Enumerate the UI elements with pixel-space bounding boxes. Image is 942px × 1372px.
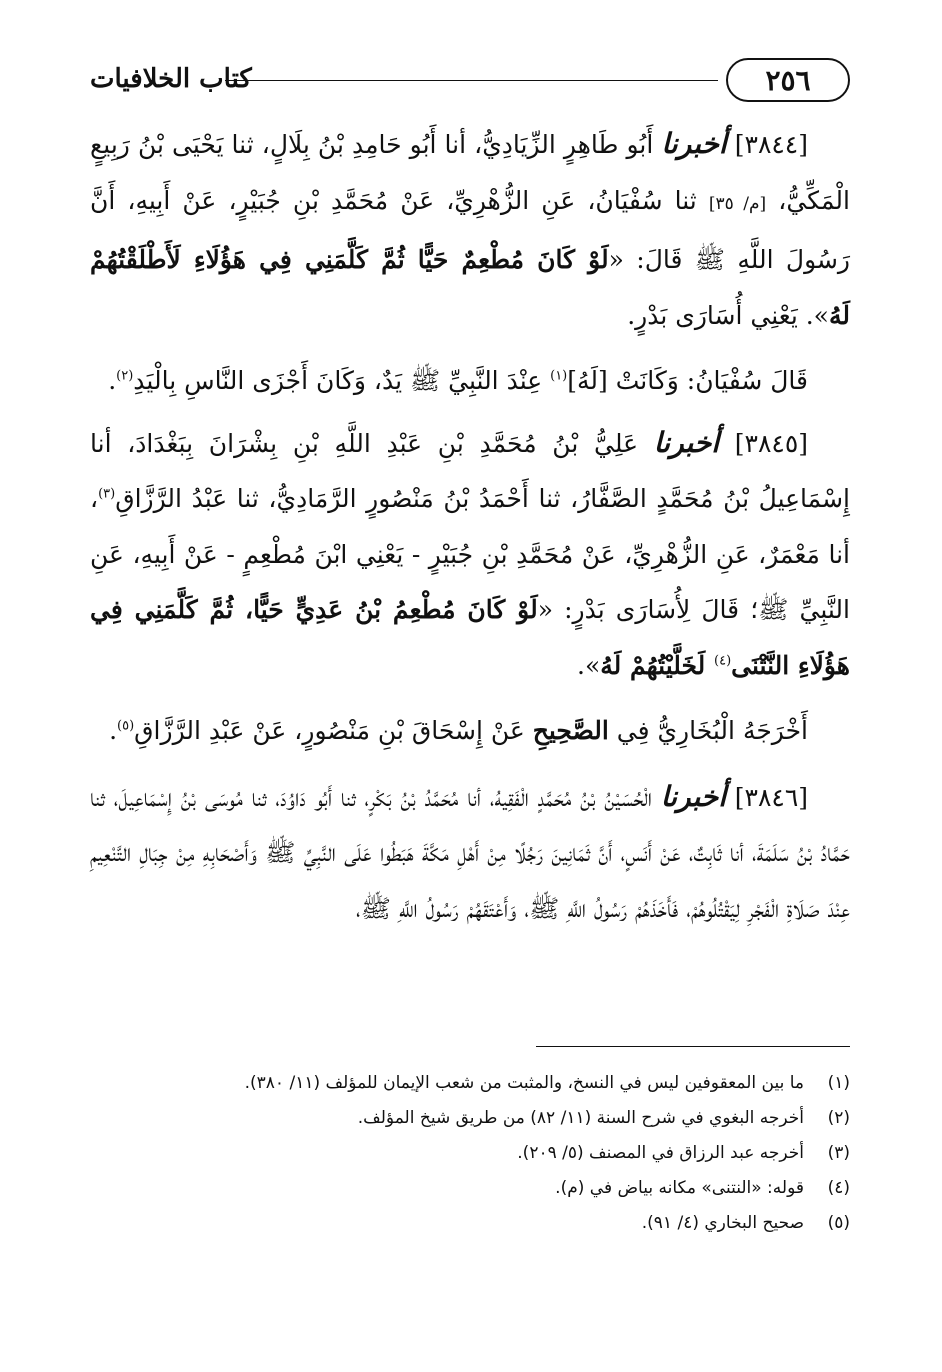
page-number: ٢٥٦ xyxy=(726,58,850,102)
footnote-item xyxy=(90,1206,850,1241)
footnote-ref: (٥) xyxy=(117,718,135,734)
text-segment: أَخْرَجَهُ الْبُخَارِيُّ فِي xyxy=(608,716,808,745)
paragraph-hadith-3845 xyxy=(90,415,850,694)
footnote-ref: (٢) xyxy=(116,368,134,384)
akhbarana-keyword: أخبرنا xyxy=(661,127,727,160)
text-segment: . xyxy=(108,366,117,395)
footnote-text: أخرجه عبد الرزاق في المصنف (٥/ ٢٠٩). xyxy=(517,1143,804,1163)
footnote-item xyxy=(90,1101,850,1136)
footnote-item xyxy=(90,1136,850,1171)
text-segment: الْحُسَيْنُ بْنُ مُحَمَّدٍ الْفَقِيهُ، أنا مُحَمَّدُ بْنُ بَكْرٍ، ثنا أَبُو دَاوُدَ، ثنا مُوسَى بْنُ إِسْمَاعِيلَ، ثنا حَمَّادُ بْنُ سَلَمَةَ، أنا ثَابِتٌ، عَنْ أَنَسٍ، أَنَّ ثَمَانِينَ رَجُلًا مِنْ أَهْلِ مَكَّةَ هَبَطُوا عَلَى النَّبِيِّ ﷺ وَأَصْحَابِهِ مِنْ جِبَالِ التَّنْعِيمِ عِنْدَ صَلَاةِ الْفَجْرِ لِيَقْتُلُوهُمْ، فَأَخَذَهُمْ رَسُولُ اللَّهِ ﷺ، وَأَعْتَقَهُمْ رَسُولُ اللَّهِ ﷺ، xyxy=(90,782,850,923)
footnote-separator xyxy=(536,1046,850,1047)
footnote-text: قوله: «النتنى» مكانه بياض في (م). xyxy=(555,1178,804,1198)
book-name: الصَّحِيحِ xyxy=(532,716,609,745)
text-segment: . xyxy=(109,716,118,745)
hadith-text: لَوْ كَانَ مُطْعِمُ بْنُ عَدِيٍّ حَيًّا، ثُمَّ كَلَّمَنِي فِي هَؤُلَاءِ النَّتْنَى xyxy=(90,595,850,680)
text-segment: [٣٨٤٤] xyxy=(726,130,808,159)
text-segment: ، أنا مَعْمَرٌ، عَنِ الزُّهْرِيِّ، عَنْ مُحَمَّدِ بْنِ جُبَيْرٍ - يَعْنِي ابْنَ مُطْعِمٍ - عَنْ أَبِيهِ، عَنِ النَّبِيِّ ﷺ؛ قَالَ لِأُسَارَى بَدْرٍ: « xyxy=(90,484,850,624)
footnote-text: أخرجه البغوي في شرح السنة (١١/ ٨٢) من طريق شيخ المؤلف. xyxy=(357,1108,804,1128)
book-title: كتاب الخلافيات xyxy=(90,64,252,94)
text-segment: ثنا سُفْيَانُ، عَنِ الزُّهْرِيِّ، عَنْ مُحَمَّدِ بْنِ جُبَيْرٍ، عَنْ أَبِيهِ، أَنَّ رَسُولَ اللَّهِ ﷺ قَالَ: « xyxy=(90,185,851,274)
footnote-ref: (١) xyxy=(550,368,568,384)
akhbarana-keyword: أخبرنا xyxy=(653,425,720,459)
footnote-number: (٥) xyxy=(827,1213,850,1233)
text-segment: قَالَ سُفْيَانُ: وَكَانَتْ [لَهُ] xyxy=(567,366,808,395)
footnote-number: (٢) xyxy=(827,1108,850,1128)
footnote-ref: (٤) xyxy=(714,653,732,669)
text-segment: [٣٨٤٥] xyxy=(719,428,809,458)
footnotes xyxy=(90,1066,850,1241)
footnote-text: صحيح البخاري (٤/ ٩١). xyxy=(641,1213,804,1233)
footnote-number: (٣) xyxy=(827,1143,850,1163)
text-segment: عَنْ إِسْحَاقَ بْنِ مَنْصُورٍ، عَنْ عَبْدِ الرَّزَّاقِ xyxy=(134,716,533,745)
text-segment: ». xyxy=(577,650,601,680)
akhbarana-keyword: أخبرنا xyxy=(660,779,727,813)
text-segment: عَلِيُّ بْنُ مُحَمَّدِ بْنِ عَبْدِ اللَّهِ بْنِ بِشْرَانَ بِبَغْدَادَ، أنا إِسْمَاعِيلُ بْنُ مُحَمَّدٍ الصَّفَّارُ، ثنا أَحْمَدُ بْنُ مَنْصُورٍ الرَّمَادِيُّ، ثنا عَبْدُ الرَّزَّاقِ xyxy=(90,428,850,513)
page-header xyxy=(90,50,850,102)
footnote-number: (٤) xyxy=(827,1178,850,1198)
hadith-text: لَوْ كَانَ مُطْعِمٌ حَيًّا ثُمَّ كَلَّمَنِي فِي هَؤُلَاءِ لَأَطْلَقْتُهُمْ لَهُ xyxy=(90,245,850,330)
manuscript-marker: [م/ ٣٥] xyxy=(708,193,767,214)
paragraph-hadith-3844 xyxy=(90,116,850,343)
paragraph-bukhari xyxy=(90,703,850,759)
text-segment: أَبُو طَاهِرٍ الزِّيَادِيُّ، أنا أَبُو حَامِدِ بْنُ بِلَالٍ، ثنا يَحْيَى بْنُ رَبِيعٍ الْمَكِّيُّ، xyxy=(90,130,850,215)
footnote-item xyxy=(90,1171,850,1206)
main-text xyxy=(90,116,850,946)
text-segment: [٣٨٤٦] xyxy=(726,782,809,812)
text-segment: ». يَعْنِي أُسَارَى بَدْرٍ. xyxy=(627,300,829,330)
hadith-text: لَخَلَّيْتُهُمْ لَهُ xyxy=(600,650,714,680)
footnote-text: ما بين المعقوفين ليس في النسخ، والمثبت من شعب الإيمان للمؤلف (١١/ ٣٨٠). xyxy=(244,1073,804,1093)
footnote-item xyxy=(90,1066,850,1101)
text-segment: عِنْدَ النَّبِيِّ ﷺ يَدٌ، وَكَانَ أَجْزَى النَّاسِ بِالْيَدِ xyxy=(133,366,551,395)
header-rule xyxy=(225,80,718,81)
paragraph-sufyan xyxy=(90,353,850,409)
footnote-number: (١) xyxy=(827,1073,850,1093)
footnote-ref: (٣) xyxy=(98,486,116,502)
paragraph-hadith-3846 xyxy=(90,769,850,937)
